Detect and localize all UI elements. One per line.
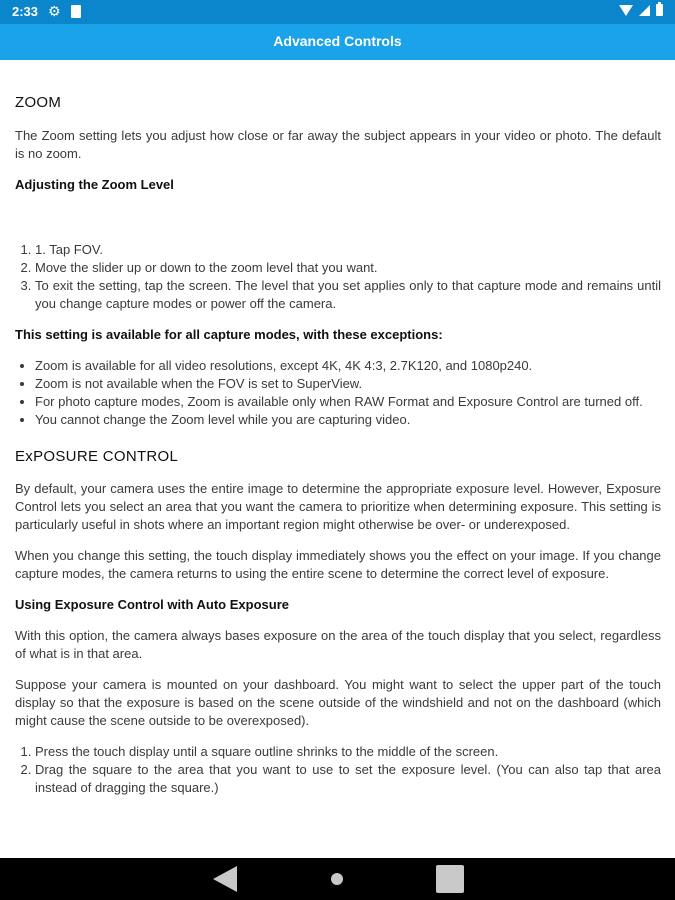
list-item: 2. Move the slider up or down to the zoom level that you want. bbox=[35, 259, 661, 277]
recents-icon[interactable] bbox=[436, 865, 464, 893]
list-item: • Zoom is available for all video resolutions, except 4K, 4K 4:3, 2.7K120, and 1080p240. bbox=[35, 357, 661, 375]
home-icon[interactable] bbox=[331, 873, 343, 885]
exposure-heading: ExPOSURE CONTROL bbox=[15, 448, 179, 465]
battery-icon bbox=[656, 4, 663, 16]
wifi-icon bbox=[619, 5, 633, 16]
list-item: 3. To exit the setting, tap the screen. The level that you set applies only to that capture mode and remains until you change capture modes or power off the camera. bbox=[35, 277, 661, 313]
gear-icon: ⚙ bbox=[48, 3, 61, 19]
exposure-steps-list bbox=[15, 743, 661, 797]
zoom-exceptions-list bbox=[15, 357, 661, 429]
article-content[interactable] bbox=[0, 60, 675, 858]
list-item: 2. Drag the square to the area that you want to use to set the exposure level. (You can also tap that area instead of dragging the square.) bbox=[35, 761, 661, 797]
zoom-heading: ZOOM bbox=[15, 94, 62, 111]
list-item: 1. Press the touch display until a square outline shrinks to the middle of the screen. bbox=[35, 743, 661, 761]
exposure-subheading: Using Exposure Control with Auto Exposure bbox=[15, 597, 289, 612]
sd-card-icon bbox=[71, 5, 81, 18]
zoom-exceptions-heading: This setting is available for all capture modes, with these exceptions: bbox=[15, 327, 443, 342]
exposure-paragraph: Suppose your camera is mounted on your dashboard. You might want to select the upper part of the touch display so that the exposure is based on the scene outside of the windshield and not on the dashboard (which might cause the scene outside to be overexposed). bbox=[15, 677, 661, 728]
status-icons bbox=[619, 4, 663, 16]
app-bar bbox=[0, 24, 675, 60]
back-icon[interactable] bbox=[213, 866, 237, 892]
list-item: • You cannot change the Zoom level while you are capturing video. bbox=[35, 411, 661, 429]
exposure-paragraph: With this option, the camera always bases exposure on the area of the touch display that you select, regardless of what is in that area. bbox=[15, 628, 661, 661]
page-title: Advanced Controls bbox=[273, 33, 402, 49]
status-bar bbox=[0, 0, 675, 24]
zoom-subheading: Adjusting the Zoom Level bbox=[15, 177, 174, 192]
navigation-bar bbox=[0, 858, 675, 900]
list-item: • For photo capture modes, Zoom is available only when RAW Format and Exposure Control are turned off. bbox=[35, 393, 661, 411]
zoom-steps-list bbox=[15, 241, 661, 313]
list-item: 1. 1. Tap FOV. bbox=[35, 241, 661, 259]
status-time: 2:33 bbox=[12, 4, 39, 19]
zoom-intro: The Zoom setting lets you adjust how close or far away the subject appears in your video or photo. The default is no zoom. bbox=[15, 128, 661, 161]
list-item: • Zoom is not available when the FOV is set to SuperView. bbox=[35, 375, 661, 393]
exposure-paragraph: By default, your camera uses the entire image to determine the appropriate exposure level. However, Exposure Control lets you select an area that you want the camera to prioritize when determining exposure. This setting is particularly useful in shots where an important region might otherwise be over- or underexposed. bbox=[15, 481, 661, 532]
signal-icon bbox=[639, 5, 650, 16]
exposure-paragraph: When you change this setting, the touch display immediately shows you the effect on your image. If you change capture modes, the camera returns to using the entire scene to determine the correct level of exposure. bbox=[15, 548, 661, 581]
